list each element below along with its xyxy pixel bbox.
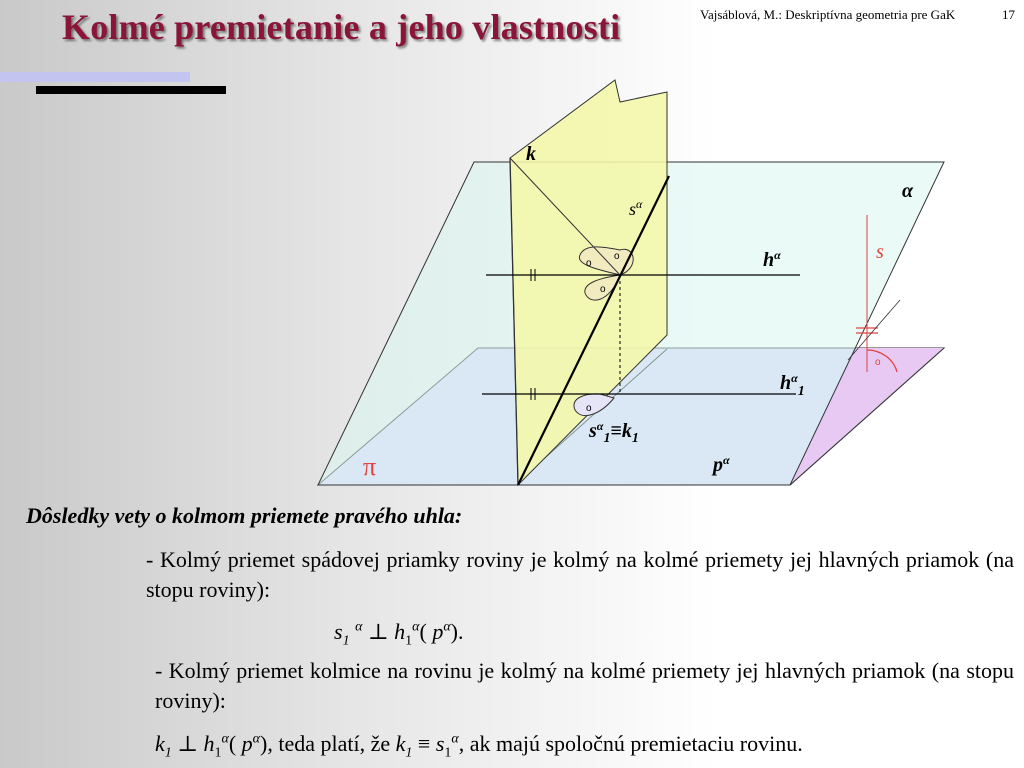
right-angle-mark-1: o <box>586 258 592 269</box>
right-angle-mark-4: o <box>586 403 592 414</box>
page-number: 17 <box>1002 7 1015 22</box>
label-h-alpha: $h^\alpha$ <box>763 248 781 271</box>
label-s-red: s <box>876 241 884 263</box>
label-pi: π <box>363 452 377 481</box>
page-title: Kolmé premietanie a jeho vlastnosti <box>62 7 621 47</box>
right-angle-mark-3: o <box>600 284 606 295</box>
section-heading: Dôsledky vety o kolmom priemete pravého uhla: <box>26 503 463 528</box>
paragraph-consequence-2: - Kolmý priemet kolmice na rovinu je kolmý na kolmé priemety jej hlavných priamok (na stopu roviny): <box>155 658 1014 713</box>
label-s-alpha-1-equiv-k-1: $s^\alpha_1\equiv k_1$ <box>589 419 639 446</box>
label-alpha: α <box>902 180 914 202</box>
label-h-alpha-1: $h^\alpha_1$ <box>780 371 805 399</box>
right-angle-mark-5: o <box>875 357 881 368</box>
formula-2: $k_1$ ⊥ $h_1^\alpha$( $p^\alpha$), teda platí, že $k_1 \equiv s_1^\alpha$, ak majú spoločnú premietaciu rovinu. <box>155 731 803 761</box>
header-reference: Vajsáblová, M.: Deskriptívna geometria pre GaK <box>700 7 956 22</box>
label-p-alpha: $p^\alpha$ <box>713 453 730 476</box>
paragraph-consequence-1: - Kolmý priemet spádovej priamky roviny je kolmý na kolmé priemety jej hlavných priamok (na stopu roviny): <box>146 547 1014 602</box>
right-angle-mark-2: o <box>614 251 620 262</box>
label-k: k <box>526 143 536 165</box>
formula-1: $s_1$ $^\alpha$ ⊥ $h_1^\alpha$( $p^\alpha$). <box>334 619 464 649</box>
label-s-alpha: $s^\alpha$ <box>629 197 643 219</box>
